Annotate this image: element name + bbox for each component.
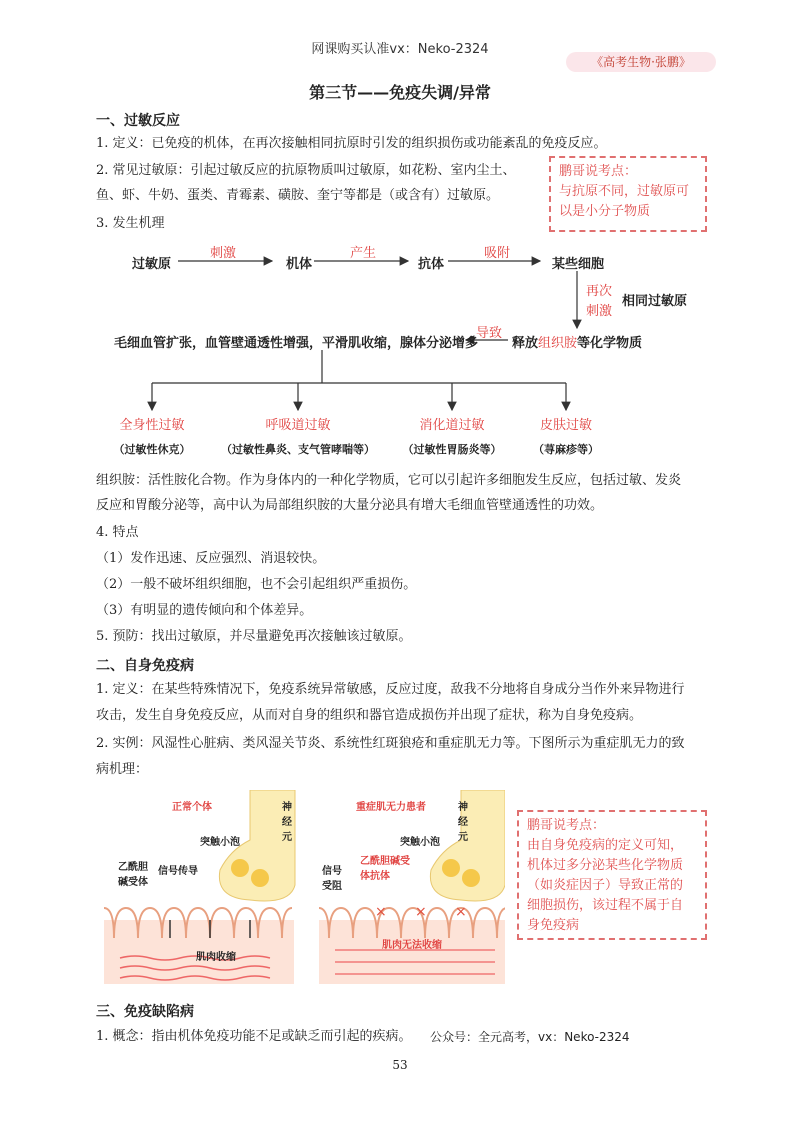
block-mark: × [375, 904, 387, 920]
myasthenia-diagram [100, 790, 505, 990]
callout-line: 机体过多分泌某些化学物质 [527, 858, 684, 873]
category-name: 全身性过敏 [119, 418, 185, 433]
allergen-text-1: 2. 常见过敏原：引起过敏反应的抗原物质叫过敏原，如花粉、室内尘土、 [96, 163, 516, 178]
category-skin [516, 414, 616, 457]
neuron-label: 神经元 [458, 802, 468, 843]
normal-title: 正常个体 [172, 802, 212, 813]
section1-heading: 一、过敏反应 [96, 113, 180, 129]
synaptic-vesicle [442, 859, 460, 877]
page-number: 53 [392, 1058, 408, 1072]
features-heading: 4. 特点 [96, 525, 139, 540]
category-example: （过敏性鼻炎、支气管哮喘等） [221, 443, 375, 456]
label-again: 再次 [586, 284, 613, 299]
callout-title: 鹏哥说考点： [559, 164, 638, 179]
block-mark: × [455, 904, 467, 920]
immunodeficiency-def: 1. 概念：指由机体免疫功能不足或缺乏而引起的疾病。 [96, 1029, 412, 1044]
patient-title: 重症肌无力患者 [356, 802, 426, 813]
callout-title: 鹏哥说考点： [527, 818, 606, 833]
feature-3: （3）有明显的遗传倾向和个体差异。 [96, 603, 313, 618]
signal-label: 信号传导 [158, 866, 198, 877]
synaptic-vesicle [251, 869, 269, 887]
release-text [512, 332, 642, 351]
category-example: （过敏性胃肠炎等） [402, 443, 502, 456]
synaptic-vesicle [231, 859, 249, 877]
node-cells: 某些细胞 [552, 257, 605, 272]
label-produce: 产生 [350, 246, 377, 261]
allergen-text-2: 鱼、虾、牛奶、蛋类、青霉素、磺胺、奎宁等都是（或含有）过敏原。 [96, 188, 500, 203]
synaptic-vesicle [462, 869, 480, 887]
release-prefix: 释放 [512, 336, 539, 351]
neuron-label: 神经元 [282, 802, 292, 843]
section2-heading: 二、自身免疫病 [96, 658, 194, 674]
callout-line: （如炎症因子）导致正常的 [527, 878, 684, 893]
label-same-allergen: 相同过敏原 [622, 294, 688, 309]
feature-1: （1）发作迅速、反应强烈、消退较快。 [96, 551, 326, 566]
vesicle-label: 突触小泡 [400, 837, 440, 848]
category-name: 皮肤过敏 [539, 418, 592, 433]
book-badge: 《高考生物·张鹏》 [566, 52, 716, 72]
autoimmune-def-2: 攻击，发生自身免疫反应，从而对自身的组织和器官造成损伤并出现了症状，称为自身免疫病。 [96, 708, 643, 723]
page-title: 第三节——免疫失调/异常 [309, 83, 491, 102]
feature-2: （2）一般不破坏组织细胞，也不会引起组织严重损伤。 [96, 577, 417, 592]
callout-line: 以是小分子物质 [559, 204, 651, 219]
blocked-label: 信号受阻 [322, 866, 342, 892]
muscle-no-contract-label: 肌肉无法收缩 [382, 940, 442, 951]
category-example: （过敏性休克） [113, 443, 191, 456]
label-stimulate: 刺激 [210, 246, 237, 261]
section3-heading: 三、免疫缺陷病 [96, 1004, 194, 1020]
antibody-label: 乙酰胆碱受体抗体 [360, 856, 410, 882]
muscle-contract-label: 肌肉收缩 [196, 952, 236, 963]
effects-text: 毛细血管扩张，血管壁通透性增强，平滑肌收缩，腺体分泌增多 [114, 336, 479, 351]
mechanism-heading: 3. 发生机理 [96, 216, 165, 231]
category-systemic [92, 414, 212, 457]
vesicle-label: 突触小泡 [200, 837, 240, 848]
histamine-line-2: 反应和胃酸分泌等，高中认为局部组织胺的大量分泌具有增大毛细血管壁通透性的功效。 [96, 498, 604, 513]
release-suffix: 等化学物质 [577, 336, 643, 351]
category-respiratory [218, 414, 378, 457]
node-antibody: 抗体 [418, 257, 445, 272]
histamine-term: 组织胺 [538, 336, 578, 351]
category-example: （荨麻疹等） [533, 443, 599, 456]
category-name: 呼吸道过敏 [265, 418, 331, 433]
block-mark: × [415, 904, 427, 920]
bottom-watermark: 公众号：全元高考，vx：Neko-2324 [430, 1030, 630, 1044]
node-allergen: 过敏原 [132, 257, 172, 272]
callout-line: 细胞损伤，该过程不属于自 [527, 898, 684, 913]
allergy-flow-lines [0, 0, 800, 470]
autoimmune-ex-2: 病机理： [96, 762, 149, 777]
label-cause: 导致 [476, 326, 503, 341]
exam-tip-callout-2 [517, 810, 707, 940]
category-digestive [387, 414, 517, 457]
callout-line: 与抗原不同，过敏原可 [559, 184, 690, 199]
autoimmune-ex-1: 2. 实例：风湿性心脏病、类风湿关节炎、系统性红斑狼疮和重症肌无力等。下图所示为重症肌无力的致 [96, 736, 685, 751]
definition-text: 1. 定义：已免疫的机体，在再次接触相同抗原时引发的组织损伤或功能紊乱的免疫反应。 [96, 136, 607, 151]
histamine-line-1: 组织胺：活性胺化合物。作为身体内的一种化学物质，它可以引起许多细胞发生反应，包括过敏、发炎 [96, 473, 682, 488]
receptor-label: 乙酰胆碱受体 [118, 862, 148, 888]
top-watermark: 网课购买认准vx：Neko-2324 [311, 42, 489, 57]
autoimmune-def-1: 1. 定义：在某些特殊情况下，免疫系统异常敏感，反应过度，敌我不分地将自身成分当作外来异物进行 [96, 682, 685, 697]
label-adsorb: 吸附 [484, 246, 511, 261]
prevention-text: 5. 预防：找出过敏原，并尽量避免再次接触该过敏原。 [96, 629, 412, 644]
category-name: 消化道过敏 [419, 418, 485, 433]
label-stimulate-2: 刺激 [586, 304, 613, 319]
callout-line: 身免疫病 [527, 918, 580, 933]
callout-line: 由自身免疫病的定义可知， [527, 838, 684, 853]
node-body: 机体 [286, 257, 313, 272]
